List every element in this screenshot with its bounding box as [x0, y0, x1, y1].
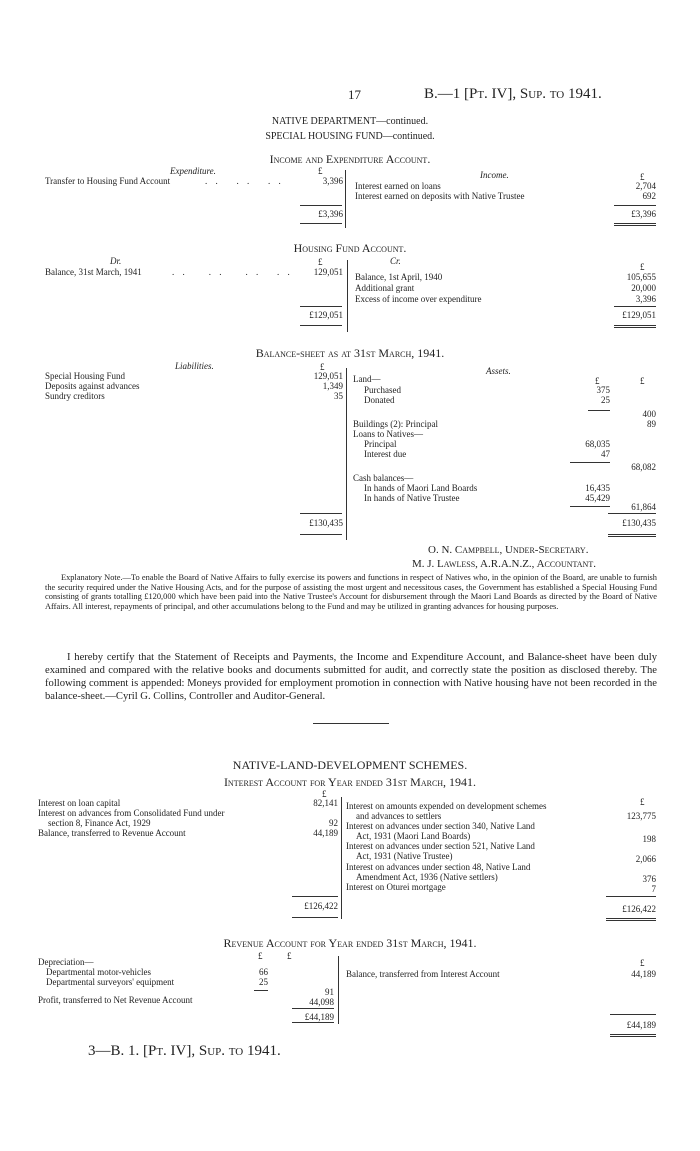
ie-exp-label: Transfer to Housing Fund Account: [45, 176, 171, 186]
bs-l3-value: 35: [334, 391, 343, 401]
signature-accountant: M. J. Lawless, A.R.A.N.Z., Accountant.: [412, 558, 596, 570]
bs-title: Balance-sheet as at 31st March, 1941.: [255, 346, 445, 360]
hf-pound-left: £: [318, 257, 323, 267]
bs-l3-label: Sundry creditors: [45, 391, 105, 401]
bs-purchased-value: 375: [596, 385, 610, 395]
hf-r3-value: 3,396: [635, 294, 656, 304]
ra-r1-value: 44,189: [631, 969, 656, 979]
ie-total-right: £3,396: [631, 209, 656, 219]
bs-buildings: Buildings (2): Principal: [353, 419, 438, 429]
bs-interest-due-value: 47: [601, 449, 610, 459]
ia-r3-value: 2,066: [635, 854, 656, 864]
ra-pound-right: £: [640, 958, 645, 968]
bs-purchased: Purchased: [364, 385, 401, 395]
ia-l1-value: 82,141: [313, 798, 338, 808]
ia-pound-left: £: [322, 789, 327, 799]
hf-r1-label: Balance, 1st April, 1940: [355, 272, 443, 282]
bs-total-left: £130,435: [309, 518, 343, 528]
footer-ref: 3—B. 1. [Pt. IV], Sup. to 1941.: [88, 1043, 281, 1059]
ra-dep-total: 91: [325, 987, 334, 997]
ia-r4-value: 376: [642, 874, 656, 884]
bs-loans-total: 68,082: [631, 462, 656, 472]
ia-r1-label-a: Interest on amounts expended on development schemes: [346, 801, 547, 811]
bs-donated-value: 25: [601, 395, 610, 405]
ie-total-left: £3,396: [318, 209, 343, 219]
bs-assets-head: Assets.: [486, 366, 511, 376]
ia-title: Interest Account for Year ended 31st March, 1941.: [223, 775, 477, 789]
bs-interest-due: Interest due: [364, 449, 407, 459]
bs-l2-value: 1,349: [322, 381, 343, 391]
ra-pound-col2: £: [287, 951, 292, 961]
ra-d1-value: 66: [259, 967, 268, 977]
ia-l1-label: Interest on loan capital: [38, 798, 121, 808]
ra-profit-label: Profit, transferred to Net Revenue Account: [38, 995, 193, 1005]
bs-cash1-value: 16,435: [585, 483, 610, 493]
hf-left-value: 129,051: [313, 267, 343, 277]
hf-pound-right: £: [640, 262, 645, 272]
page-ref: B.—1 [Pt. IV], Sup. to 1941.: [424, 86, 602, 102]
ra-dep: Depreciation—: [38, 957, 94, 967]
audit-certificate: I hereby certify that the Statement of Receipts and Payments, the Income and Expenditure Account, and Balance-sheet have been duly examined and compared with the relative books and documents submitted for audit, and correctly state the position as disclosed thereby. The following comment is appended: Moneys provided for employment promotion in connection with Native housing have not been recorded in the balance-sheet.—Cyril G. Collins, Controller and Auditor-General.: [45, 652, 657, 702]
hf-r2-label: Additional grant: [355, 283, 415, 293]
bs-liab-head: Liabilities.: [175, 361, 214, 371]
ra-total-left: £44,189: [304, 1012, 334, 1022]
ie-title: Income and Expenditure Account.: [269, 152, 431, 166]
bs-donated: Donated: [364, 395, 395, 405]
ie-pound-left: £: [318, 166, 323, 176]
ra-r1-label: Balance, transferred from Interest Account: [346, 969, 500, 979]
ia-total-right: £126,422: [622, 904, 656, 914]
ia-l3-label: Balance, transferred to Revenue Account: [38, 828, 186, 838]
section-subtitle: SPECIAL HOUSING FUND—continued.: [265, 131, 435, 142]
hf-total-left: £129,051: [309, 310, 343, 320]
hf-r1-value: 105,655: [626, 272, 656, 282]
ie-exp-head: Expenditure.: [170, 166, 216, 176]
bs-land-total: 400: [642, 409, 656, 419]
ra-total-right: £44,189: [626, 1020, 656, 1030]
page-number: 17: [348, 87, 361, 102]
ie-inc2-value: 692: [642, 191, 656, 201]
bs-pound-mid: £: [595, 376, 600, 386]
ra-title: Revenue Account for Year ended 31st March, 1941.: [223, 936, 477, 950]
ia-r5-label: Interest on Oturei mortgage: [346, 882, 446, 892]
ia-r3-label-a: Interest on advances under section 521, Native Land: [346, 841, 535, 851]
bs-cash1: In hands of Maori Land Boards: [364, 483, 478, 493]
bs-cash2: In hands of Native Trustee: [364, 493, 460, 503]
ie-inc2-label: Interest earned on deposits with Native Trustee: [355, 191, 525, 201]
ia-l2-label-b: section 8, Finance Act, 1929: [48, 818, 151, 828]
ia-l2-value: 92: [329, 818, 338, 828]
bs-buildings-value: 89: [647, 419, 656, 429]
ra-profit-value: 44,098: [309, 997, 334, 1007]
bs-total-right: £130,435: [622, 518, 656, 528]
ia-total-left: £126,422: [304, 901, 338, 911]
bs-principal: Principal: [364, 439, 397, 449]
ia-l2-label-a: Interest on advances from Consolidated Fund under: [38, 808, 225, 818]
bs-loans: Loans to Natives—: [353, 429, 423, 439]
ra-d1-label: Departmental motor-vehicles: [46, 967, 152, 977]
ia-l3-value: 44,189: [313, 828, 338, 838]
ie-inc1-label: Interest earned on loans: [355, 181, 441, 191]
bs-pound-right: £: [640, 376, 645, 386]
hf-left-label: Balance, 31st March, 1941: [45, 267, 142, 277]
hf-r2-value: 20,000: [631, 283, 656, 293]
nlds-title: NATIVE-LAND-DEVELOPMENT SCHEMES.: [232, 758, 468, 772]
hf-r3-label: Excess of income over expenditure: [355, 294, 482, 304]
ie-inc1-value: 2,704: [635, 181, 656, 191]
ia-r2-label-a: Interest on advances under section 340, Native Land: [346, 821, 535, 831]
ia-r1-label-b: and advances to settlers: [356, 811, 442, 821]
ie-pound-right: £: [640, 172, 645, 182]
ia-pound-right: £: [640, 797, 645, 807]
bs-cash-total: 61,864: [631, 502, 656, 512]
ra-pound-col1: £: [258, 951, 263, 961]
hf-title: Housing Fund Account.: [293, 241, 407, 255]
bs-l1-value: 129,051: [313, 371, 343, 381]
ie-inc-head: Income.: [480, 170, 509, 180]
ia-r1-value: 123,775: [626, 811, 656, 821]
explanatory-note: Explanatory Note.—To enable the Board of Native Affairs to fully exercise its powers and functions in respect of Natives who, in the opinion of the Board, are unable to furnish the security required under the Native Housing Acts, and for the purpose of assisting the most urgent and necessitous cases, the Government has established a Special Housing Fund consisting of grants totalling £120,000 which have been paid into the Native Trustee's Account for disbursement through the Maori Land Boards as directed by the Board of Native Affairs. All interest, repayments of principal, and other accumulations belong to the Fund and may be utilized in granting advances for housing purposes.: [45, 573, 657, 611]
hf-cr: Cr.: [390, 256, 401, 266]
hf-total-right: £129,051: [622, 310, 656, 320]
hf-dr: Dr.: [110, 256, 122, 266]
ie-exp-value: 3,396: [322, 176, 343, 186]
bs-land: Land—: [353, 374, 381, 384]
bs-cash: Cash balances—: [353, 473, 414, 483]
ia-r4-label-b: Amendment Act, 1936 (Native settlers): [356, 872, 498, 882]
bs-pound-left: £: [320, 362, 325, 372]
signature-under-secretary: O. N. Campbell, Under-Secretary.: [428, 544, 589, 556]
ia-r2-value: 198: [642, 834, 656, 844]
bs-l2-label: Deposits against advances: [45, 381, 140, 391]
ra-d2-label: Departmental surveyors' equipment: [46, 977, 175, 987]
ra-d2-value: 25: [259, 977, 268, 987]
bs-principal-value: 68,035: [585, 439, 610, 449]
ia-r2-label-b: Act, 1931 (Maori Land Boards): [356, 831, 471, 841]
ia-r5-value: 7: [651, 884, 656, 894]
section-title: NATIVE DEPARTMENT—continued.: [271, 116, 429, 127]
ia-r4-label-a: Interest on advances under section 48, Native Land: [346, 862, 531, 872]
ia-r3-label-b: Act, 1931 (Native Trustee): [356, 851, 453, 861]
bs-l1-label: Special Housing Fund: [45, 371, 125, 381]
bs-cash2-value: 45,429: [585, 493, 610, 503]
